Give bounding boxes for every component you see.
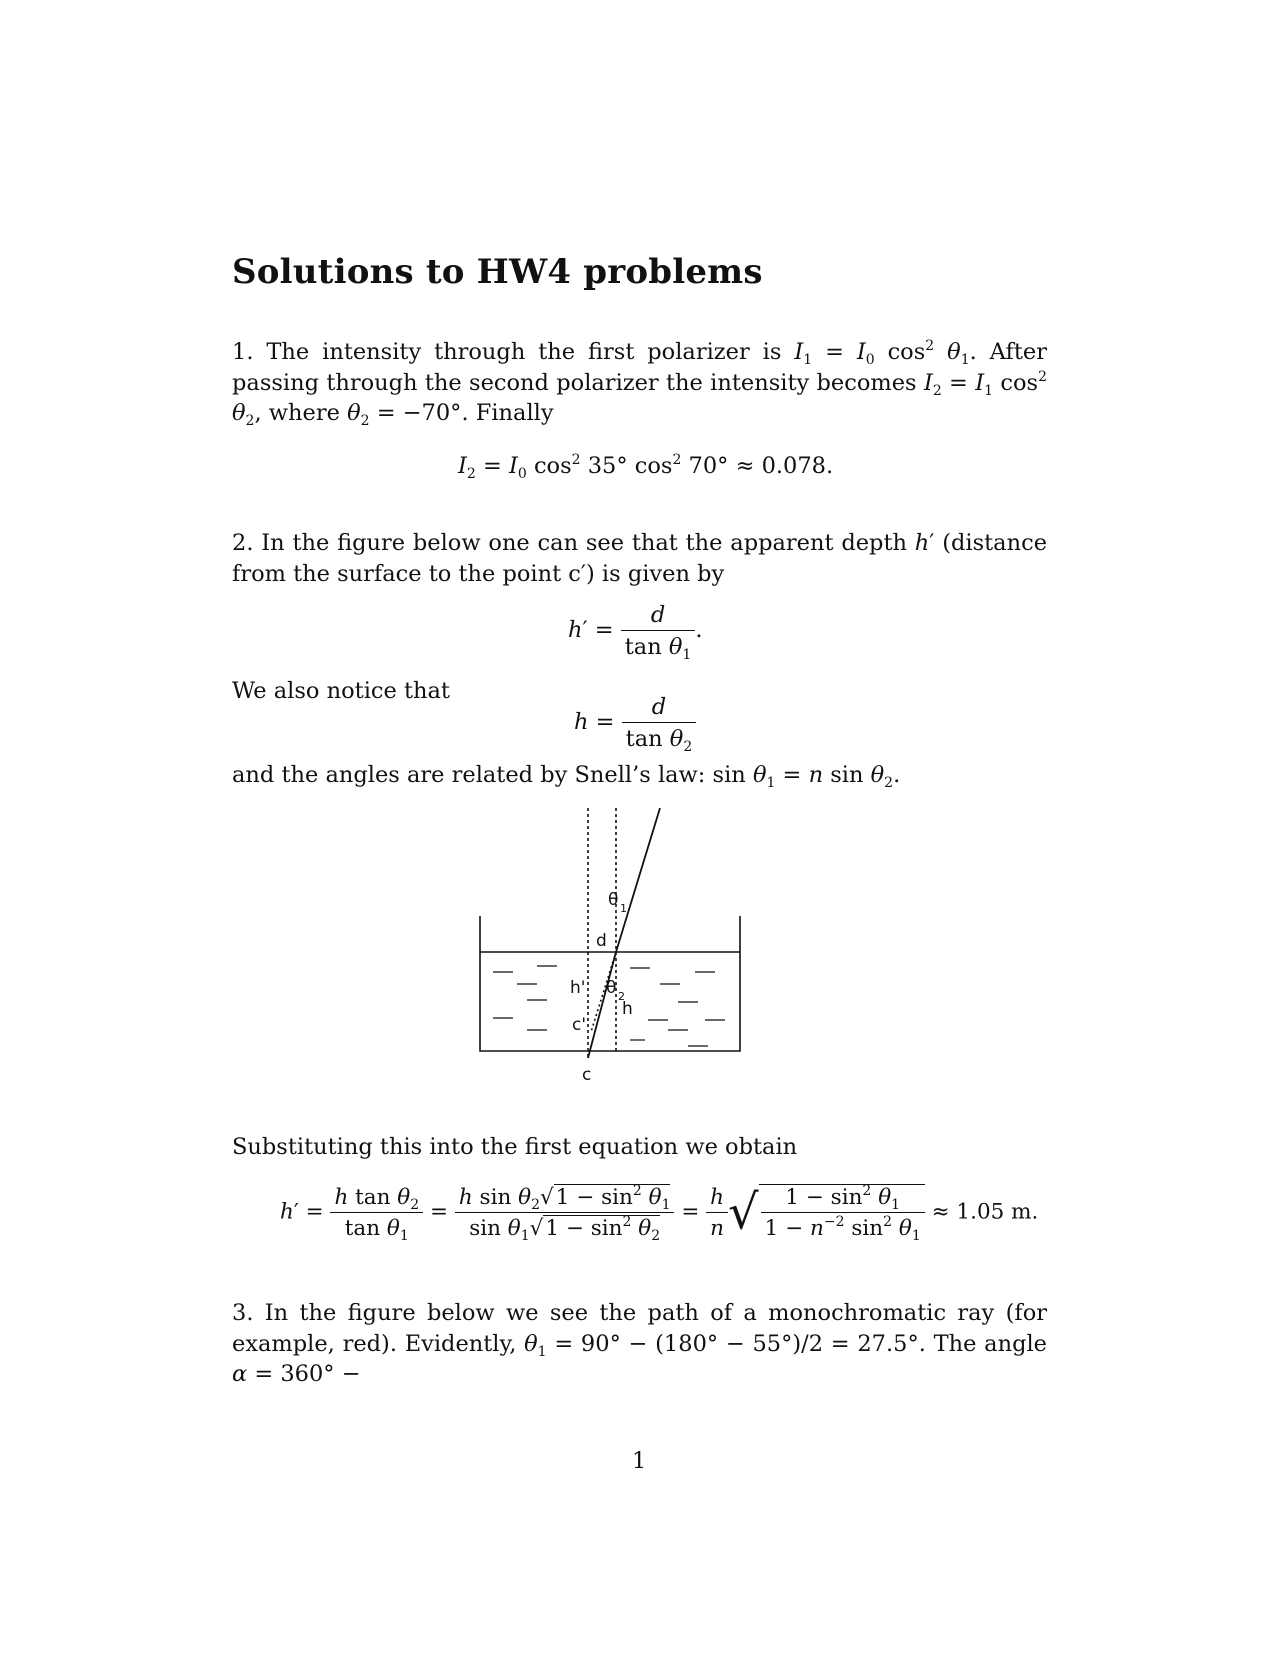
equation-final: h′ = $\frac{h \tan \theta_2}{\tan \theta_1}$ = $\frac{h \sin \theta_2√1 - \sin^2 \theta_1}{\sin \theta_1√1 - \sin^2 \theta_2}$ = $\frac{h}{n}$ √ $\frac{1 - \sin^2 \theta_1}{1 - n^{-2} \sin^2 \theta_1}$ ≈ 1.05 m. <box>280 1182 1039 1244</box>
label-h-prime: h' <box>570 978 586 998</box>
equation-final-result: ≈ 1.05 m. <box>931 1199 1039 1225</box>
problem-3-sentence-2: . The angle <box>918 1330 1047 1357</box>
problem-1-text: 1. The intensity through the first polarizer is $I_1 = I_0$ $\cos^2 \theta_1$. After passing through the second polarizer the intensity becomes $I_2 = I_1$ $\cos^2 \theta_2$, where $\theta_2 = -70^\circ$. Finally <box>232 338 1047 429</box>
problem-2-text: 2. In the figure below one can see that the apparent depth h′ (distance from the surface to the point c′) is given by <box>232 530 1048 587</box>
substituting-text: Substituting this into the first equation we obtain <box>232 1134 798 1160</box>
problem-2-sentence-1: 2. In the figure below one can see that the apparent depth <box>232 530 907 556</box>
equation-apparent-depth: h′ = $\frac{d}{\tan \theta_1}$ . <box>568 602 703 663</box>
problem-1-sentence-1: 1. The intensity through the first polarizer is <box>232 339 782 365</box>
equation-real-depth: h = $\frac{d}{\tan \theta_2}$ <box>574 694 696 752</box>
equation-intensity-result: ≈ 0.078. <box>735 453 834 479</box>
label-theta2-sub: 2 <box>618 990 625 1003</box>
problem-3-text: 3. In the figure below we see the path of a monochromatic ray (for example, red). Evidently, $\theta_1 = 90^\circ - (180^\circ - 55^\circ)/2 = 27.5^\circ$. The angle α = 360° − <box>232 1300 1047 1387</box>
page-title: Solutions to HW4 problems <box>232 252 763 292</box>
label-c: c <box>582 1065 592 1085</box>
snell-law-text: and the angles are related by Snell’s law: $\sin \theta_1 = n$ $\sin \theta_2$. <box>232 762 901 791</box>
label-theta1-sub: 1 <box>620 902 627 915</box>
equation-intensity: $I_2 = I_0$ $\cos^2 35^\circ$ $\cos^2 70^\circ \approx 0.078$. <box>458 452 834 482</box>
problem-1-sentence-2: . After passing through the second polarizer the intensity becomes <box>232 339 1047 396</box>
label-c-prime: c' <box>572 1015 587 1035</box>
incident-ray <box>616 808 660 952</box>
label-h: h <box>622 999 633 1019</box>
problem-2-sentence-2: (distance from the surface to the point c′) is given by <box>232 530 1048 587</box>
label-d: d <box>596 931 607 951</box>
page-number: 1 <box>632 1448 647 1474</box>
label-theta1: θ <box>608 890 619 910</box>
also-notice-text: We also notice that <box>232 678 450 704</box>
problem-1-finally: . Finally <box>461 400 554 426</box>
refraction-figure <box>470 808 760 1090</box>
label-theta2: θ <box>606 978 617 998</box>
problem-3-sentence-1: 3. In the figure below we see the path of a monochromatic ray (for example, red). Evidently, <box>232 1300 1047 1357</box>
problem-1-where: , where <box>254 400 340 426</box>
snell-law-sentence: and the angles are related by Snell’s law: <box>232 762 706 788</box>
